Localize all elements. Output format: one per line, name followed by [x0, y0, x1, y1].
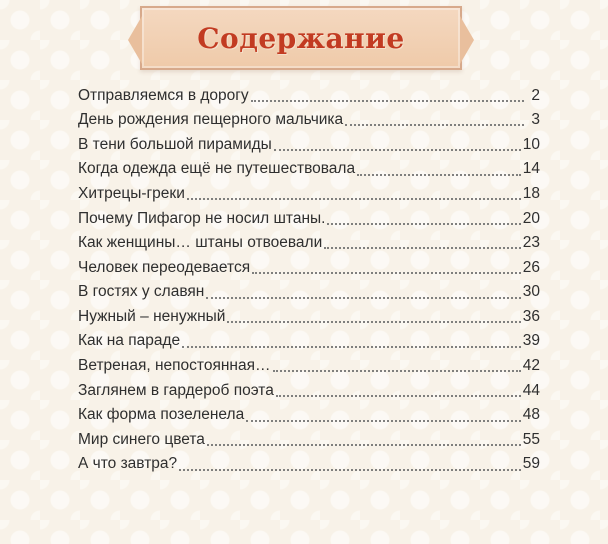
toc-title: Нужный – ненужный	[78, 307, 226, 325]
toc-title: Человек переодевается	[78, 258, 251, 276]
toc-title: В гостях у славян	[78, 283, 205, 301]
toc-title: Отправляемся в дорогу	[78, 86, 249, 104]
toc-dot-leader	[357, 173, 521, 176]
toc-page-number: 36	[522, 307, 540, 325]
toc-dot-leader	[187, 197, 521, 200]
page-title: Содержание	[197, 21, 405, 55]
toc-page-number: 14	[522, 160, 540, 178]
toc-page-number: 44	[522, 381, 540, 399]
toc-page-number: 48	[522, 406, 540, 424]
toc-dot-leader	[182, 345, 521, 348]
toc-dot-leader	[251, 99, 524, 102]
toc-dot-leader	[207, 443, 521, 446]
toc-item-15[interactable]	[78, 427, 540, 452]
toc-dot-leader	[206, 296, 520, 299]
toc-dot-leader	[252, 271, 521, 274]
toc-item-2[interactable]	[78, 108, 540, 133]
toc-item-11[interactable]	[78, 329, 540, 354]
toc-dot-leader	[276, 394, 521, 397]
toc-title: Заглянем в гардероб поэта	[78, 381, 274, 399]
toc-item-14[interactable]	[78, 403, 540, 428]
toc-dot-leader	[327, 222, 520, 225]
toc-page-number: 59	[522, 455, 540, 473]
toc-dot-leader	[179, 468, 521, 471]
toc-page-number: 20	[522, 209, 540, 227]
toc-page-number: 3	[531, 111, 540, 129]
toc-page-number: 23	[522, 234, 540, 252]
toc-page-number: 10	[522, 135, 540, 153]
toc-dot-leader	[324, 246, 520, 249]
toc-title: В тени большой пирамиды	[78, 135, 272, 153]
toc-title: Хитрецы-греки	[78, 184, 185, 202]
toc-title: Мир синего цвета	[78, 430, 205, 448]
toc-title: Как на параде	[78, 332, 181, 350]
toc-item-3[interactable]	[78, 132, 540, 157]
toc-title: День рождения пещерного мальчика	[78, 111, 344, 129]
toc-item-9[interactable]	[78, 280, 540, 305]
toc-dot-leader	[246, 419, 521, 422]
toc-dot-leader	[227, 320, 520, 323]
toc-item-8[interactable]	[78, 255, 540, 280]
toc-title: Ветреная, непостоянная…	[78, 357, 271, 375]
toc-dot-leader	[274, 148, 521, 151]
toc-dot-leader	[345, 123, 524, 126]
toc-page-number: 26	[522, 258, 540, 276]
toc-page-number: 42	[522, 357, 540, 375]
toc-title: Как женщины… штаны отвоевали	[78, 234, 323, 252]
toc-page-number: 39	[522, 332, 540, 350]
toc-page-number: 2	[531, 86, 540, 104]
toc-page-number: 18	[522, 184, 540, 202]
toc-dot-leader	[273, 369, 521, 372]
toc-item-13[interactable]	[78, 378, 540, 403]
toc-item-10[interactable]	[78, 304, 540, 329]
toc-item-16[interactable]	[78, 452, 540, 477]
toc-item-12[interactable]	[78, 354, 540, 379]
table-of-contents	[78, 83, 540, 477]
toc-page-number: 30	[522, 283, 540, 301]
toc-title: Когда одежда ещё не путешествовала	[78, 160, 356, 178]
toc-page-number: 55	[522, 430, 540, 448]
toc-title: А что завтра?	[78, 455, 178, 473]
title-banner	[140, 6, 462, 70]
toc-item-4[interactable]	[78, 157, 540, 182]
toc-title: Почему Пифагор не носил штаны.	[78, 209, 326, 227]
toc-item-6[interactable]	[78, 206, 540, 231]
toc-title: Как форма позеленела	[78, 406, 245, 424]
toc-item-7[interactable]	[78, 231, 540, 256]
toc-item-1[interactable]	[78, 83, 540, 108]
toc-item-5[interactable]	[78, 181, 540, 206]
